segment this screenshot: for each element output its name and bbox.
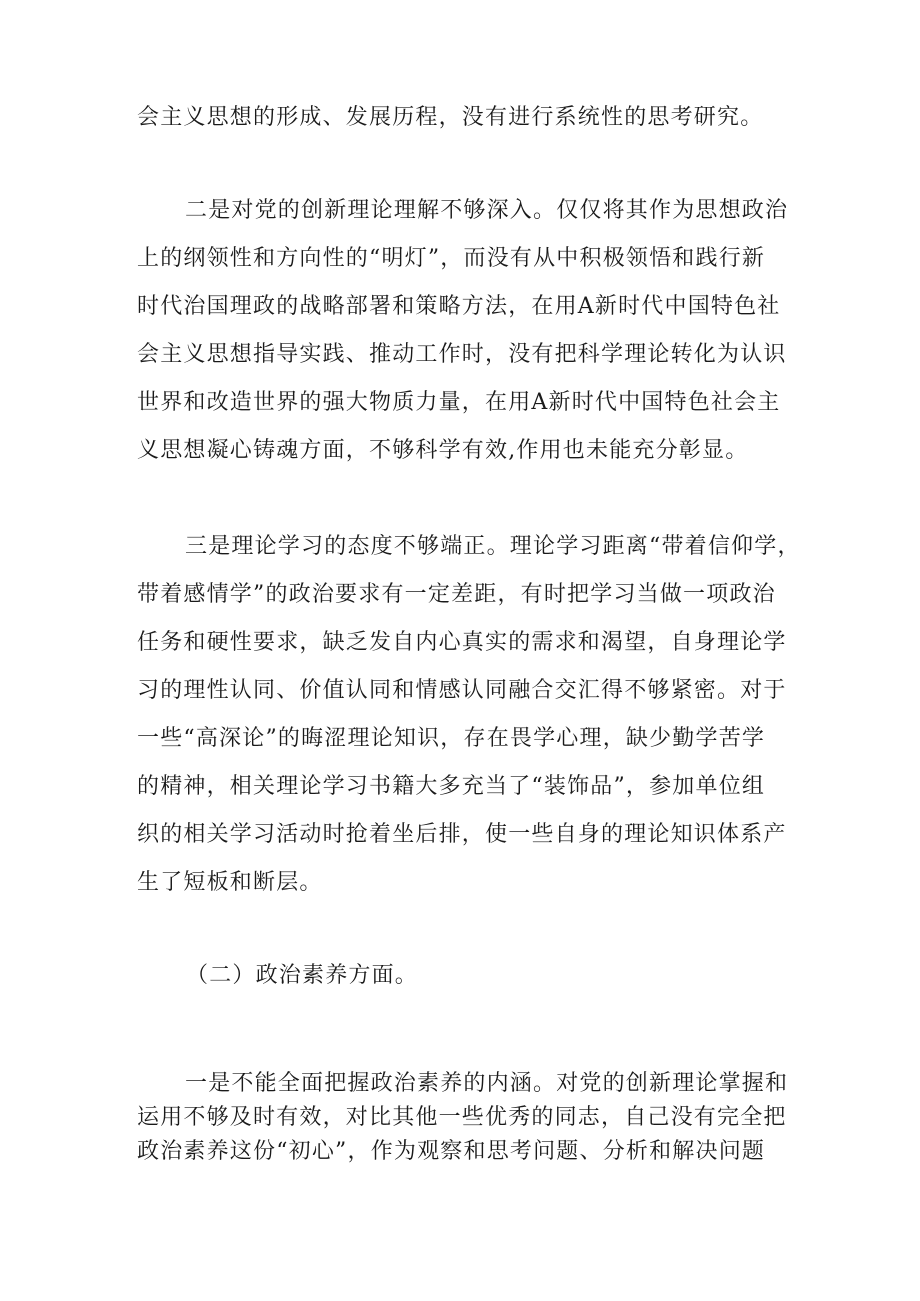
text-line: 政治素养这份“初心”，作为观察和思考问题、分析和解决问题 (137, 1139, 766, 1164)
text-line: 二是对党的创新理论理解不够深入。仅仅将其作为思想政治 (185, 198, 789, 223)
text-line: 带着感情学”的政治要求有一定差距，有时把学习当做一项政治 (137, 582, 776, 607)
text-line: 会主义思想指导实践、推动工作时，没有把科学理论转化为认识 (137, 342, 787, 367)
text-line: 世界和改造世界的强大物质力量，在用A新时代中国特色社会主 (137, 390, 781, 415)
text-line: 的精神，相关理论学习书籍大多充当了“装饰品”，参加单位组 (137, 774, 766, 799)
text-line: 一些“高深论”的晦涩理论知识，存在畏学心理，缺少勤学苦学 (137, 726, 766, 751)
paragraph-continuation (137, 94, 797, 142)
text-line: 义思想凝心铸魂方面，不够科学有效,作用也未能充分彰显。 (137, 438, 749, 463)
text-line: 运用不够及时有效，对比其他一些优秀的同志，自己没有完全把 (137, 1105, 787, 1130)
text-line: 习的理性认同、价值认同和情感认同融合交汇得不够紧密。对于 (137, 678, 787, 703)
text-line: 时代治国理政的战略部署和策略方法，在用A新时代中国特色社 (137, 294, 781, 319)
section-heading: （二）政治素养方面。 (186, 963, 419, 988)
text-line: 会主义思想的形成、发展历程，没有进行系统性的思考研究。 (137, 105, 764, 130)
text-line: 织的相关学习活动时抢着坐后排，使一些自身的理论知识体系产 (137, 822, 787, 847)
text-line: 任务和硬性要求，缺乏发自内心真实的需求和渴望，自身理论学 (137, 630, 787, 655)
text-line: 一是不能全面把握政治素养的内涵。对党的创新理论掌握和 (185, 1071, 789, 1096)
paragraph-political-literacy (137, 1067, 797, 1169)
paragraph-theory-understanding (137, 187, 797, 475)
text-line: 三是理论学习的态度不够端正。理论学习距离“带着信仰学， (185, 534, 801, 559)
text-line: 生了短板和断层。 (137, 870, 323, 895)
paragraph-learning-attitude (137, 523, 801, 907)
text-line: 上的纲领性和方向性的“明灯”，而没有从中积极领悟和践行新 (137, 246, 766, 271)
